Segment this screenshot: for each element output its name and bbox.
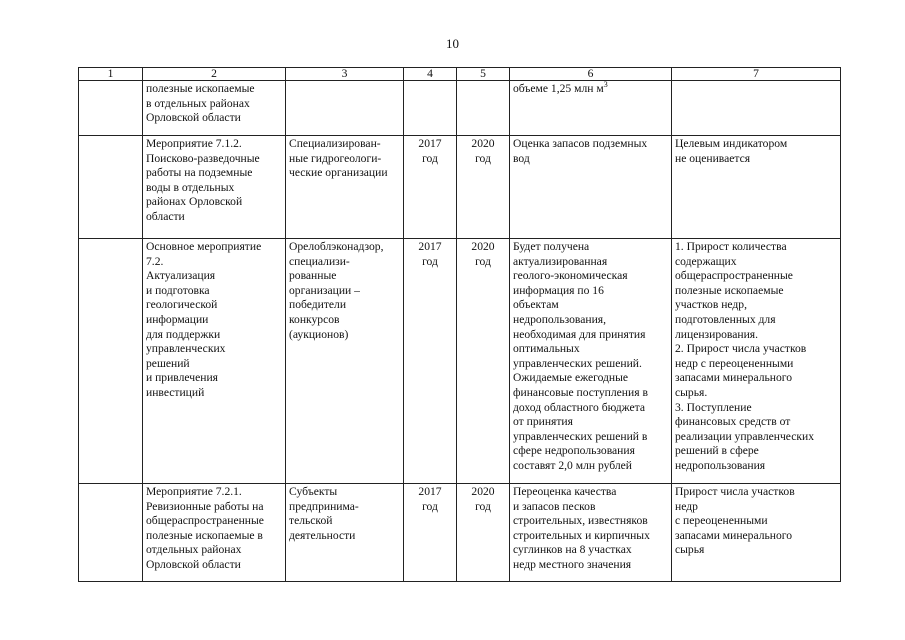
table-row-continuation: [79, 81, 841, 136]
cell-start: 2017 год: [404, 136, 457, 239]
column-header: 2: [143, 68, 286, 81]
column-header: 4: [404, 68, 457, 81]
cell-number: [79, 239, 143, 484]
cell-result: Будет получена актуализированная геолого-экономическая информация по 16 объектам недропользования, необходимая для принятия оптимальных управленческих решений. Ожидаемые ежегодные финансовые поступления в доход областного бюджета от принятия управленческих решений в сфере недропользования составят 2,0 млн рублей: [510, 239, 672, 484]
cell-result: Оценка запасов подземных вод: [510, 136, 672, 239]
cell-indicator: 1. Прирост количества содержащих общераспространенные полезные ископаемые участков недр, подготовленных для лицензирования. 2. Прирост числа участков недр с переоцененными запасами минерального сырья. 3. Поступление финансовых средств от реализации управленческих решений в сфере недропользования: [672, 239, 841, 484]
cell-start: 2017 год: [404, 484, 457, 582]
cell-number: [79, 81, 143, 136]
cell-result: Переоценка качества и запасов песков строительных, известняков строительных и кирпичных суглинков на 8 участках недр местного значения: [510, 484, 672, 582]
cell-executor: Специализирован- ные гидрогеологи- ческие организации: [286, 136, 404, 239]
cell-end: 2020 год: [457, 484, 510, 582]
page-number: 10: [446, 36, 459, 51]
measures-table: [78, 67, 841, 582]
cell-measure: полезные ископаемые в отдельных районах Орловской области: [143, 81, 286, 136]
cubic-superscript: 3: [603, 80, 608, 90]
column-header: 1: [79, 68, 143, 81]
table-row: [79, 239, 841, 484]
column-header: 6: [510, 68, 672, 81]
cell-indicator: Прирост числа участков недр с переоцененными запасами минерального сырья: [672, 484, 841, 582]
cell-executor: Субъекты предпринима- тельской деятельности: [286, 484, 404, 582]
cell-end: 2020 год: [457, 136, 510, 239]
cell-end: [457, 81, 510, 136]
cell-start: 2017 год: [404, 239, 457, 484]
cell-number: [79, 484, 143, 582]
header-row: [79, 68, 841, 81]
cell-indicator: Целевым индикатором не оценивается: [672, 136, 841, 239]
cell-end: 2020 год: [457, 239, 510, 484]
cell-measure: Мероприятие 7.2.1. Ревизионные работы на общераспространенные полезные ископаемые в отдельных районах Орловской области: [143, 484, 286, 582]
table-row: [79, 484, 841, 582]
table-row: [79, 136, 841, 239]
cell-indicator: [672, 81, 841, 136]
cell-result-text: объеме 1,25 млн м: [513, 82, 604, 95]
cell-executor: [286, 81, 404, 136]
column-header: 5: [457, 68, 510, 81]
column-header: 7: [672, 68, 841, 81]
cell-measure: Мероприятие 7.1.2. Поисково-разведочные работы на подземные воды в отдельных районах Орловской области: [143, 136, 286, 239]
cell-start: [404, 81, 457, 136]
column-header: 3: [286, 68, 404, 81]
cell-number: [79, 136, 143, 239]
cell-measure: Основное мероприятие 7.2. Актуализация и подготовка геологической информации для поддержки управленческих решений и привлечения инвестиций: [143, 239, 286, 484]
cell-executor: Орелоблэконадзор, специализи- рованные организации – победители конкурсов (аукционов): [286, 239, 404, 484]
cell-result: [510, 81, 672, 136]
